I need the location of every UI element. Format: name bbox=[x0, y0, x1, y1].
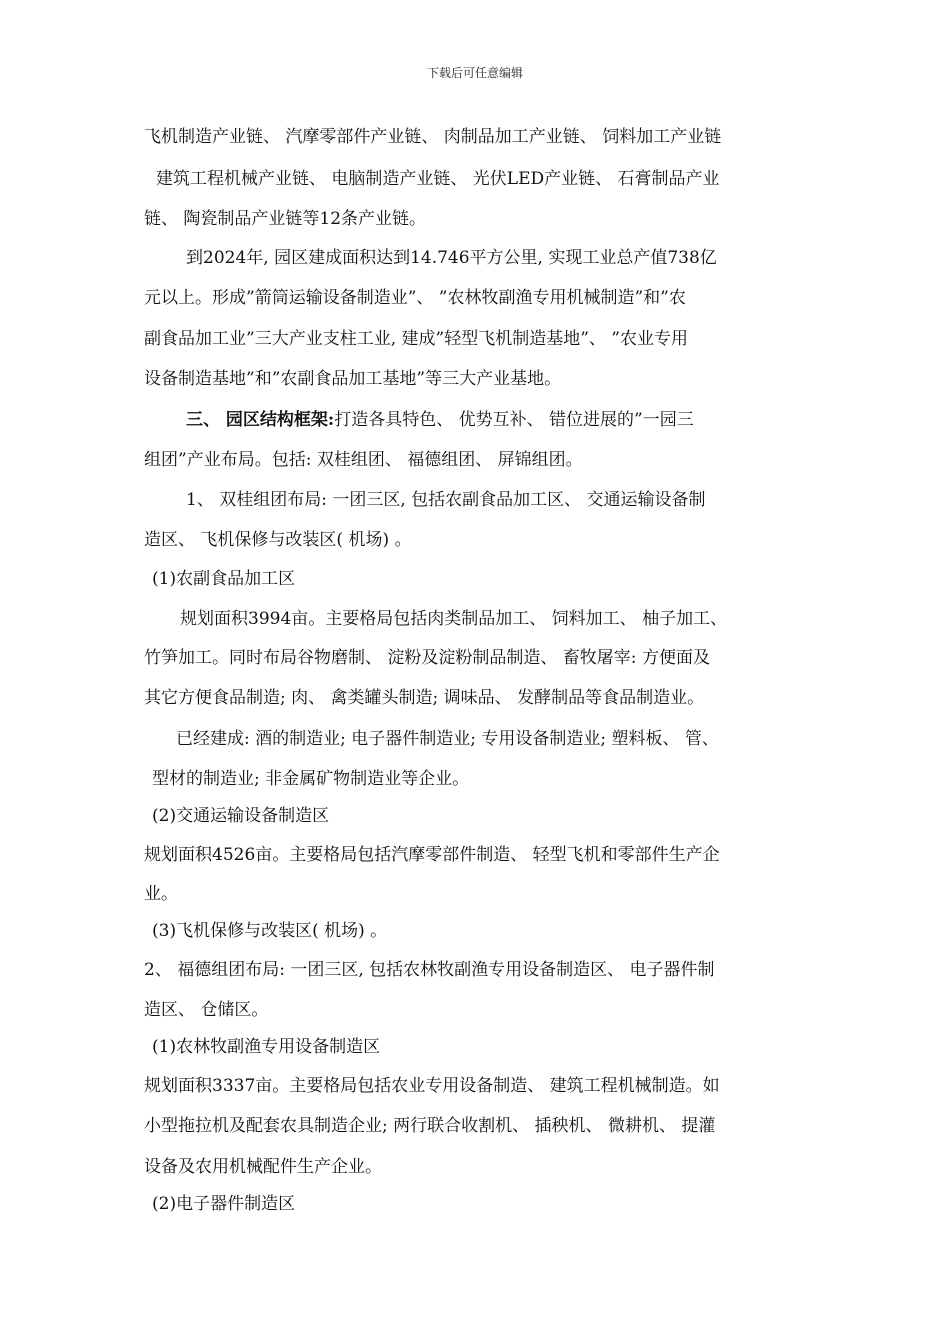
text-line: 型材的制造业; 非金属矿物制造业等企业。 bbox=[152, 769, 470, 789]
subsection-title: (2)电子器件制造区 bbox=[152, 1194, 296, 1214]
text-line: 业。 bbox=[144, 884, 178, 904]
text-line: 规划面积3337亩。主要格局包括农业专用设备制造、 建筑工程机械制造。如 bbox=[144, 1076, 720, 1096]
section-heading-line bbox=[186, 408, 866, 432]
text-line: 副食品加工业”三大产业支柱工业, 建成”轻型飞机制造基地”、 ”农业专用 bbox=[144, 329, 688, 349]
text-line: 飞机制造产业链、 汽摩零部件产业链、 肉制品加工产业链、 饲料加工产业链 bbox=[144, 127, 722, 147]
text-line: 元以上。形成”箭筒运输设备制造业”、 ”农林牧副渔专用机械制造”和”农 bbox=[144, 288, 686, 308]
text-line: 小型拖拉机及配套农具制造企业; 两行联合收割机、 插秧机、 微耕机、 提灌 bbox=[144, 1116, 716, 1136]
text-line: 到2024年, 园区建成面积达到14.746平方公里, 实现工业总产值738亿 bbox=[186, 248, 717, 268]
text-line: 链、 陶瓷制品产业链等12条产业链。 bbox=[144, 209, 427, 229]
text-line: 组团”产业布局。包括: 双桂组团、 福德组团、 屏锦组团。 bbox=[144, 450, 583, 470]
text-line: 已经建成: 酒的制造业; 电子器件制造业; 专用设备制造业; 塑料板、 管、 bbox=[176, 729, 719, 749]
text-line: 规划面积3994亩。主要格局包括肉类制品加工、 饲料加工、 柚子加工、 bbox=[180, 609, 728, 629]
subsection-title: (1)农林牧副渔专用设备制造区 bbox=[152, 1037, 381, 1057]
subsection-title: (1)农副食品加工区 bbox=[152, 569, 296, 589]
text-line: 造区、 仓储区。 bbox=[144, 1000, 269, 1020]
text-line: 规划面积4526亩。主要格局包括汽摩零部件制造、 轻型飞机和零部件生产企 bbox=[144, 845, 720, 865]
text-line: 设备及农用机械配件生产企业。 bbox=[144, 1157, 382, 1177]
subsection-title: (2)交通运输设备制造区 bbox=[152, 806, 330, 826]
page-header-note: 下载后可任意编辑 bbox=[426, 66, 523, 80]
section-heading: 三、 园区结构框架: bbox=[186, 410, 335, 430]
text-line: 造区、 飞机保修与改装区( 机场) 。 bbox=[144, 530, 412, 550]
text-line: 其它方便食品制造; 肉、 禽类罐头制造; 调味品、 发酵制品等食品制造业。 bbox=[144, 688, 705, 708]
section-heading-text: 打造各具特色、 优势互补、 错位进展的”一园三 bbox=[334, 410, 694, 430]
text-line: 2、 福德组团布局: 一团三区, 包括农林牧副渔专用设备制造区、 电子器件制 bbox=[144, 960, 715, 980]
subsection-title: (3)飞机保修与改装区( 机场) 。 bbox=[152, 921, 388, 941]
text-line: 1、 双桂组团布局: 一团三区, 包括农副食品加工区、 交通运输设备制 bbox=[186, 490, 706, 510]
text-line: 竹笋加工。同时布局谷物磨制、 淀粉及淀粉制品制造、 畜牧屠宰: 方便面及 bbox=[144, 648, 710, 668]
text-line: 建筑工程机械产业链、 电脑制造产业链、 光伏LED产业链、 石膏制品产业 bbox=[156, 169, 720, 189]
text-line: 设备制造基地”和”农副食品加工基地”等三大产业基地。 bbox=[144, 369, 562, 389]
